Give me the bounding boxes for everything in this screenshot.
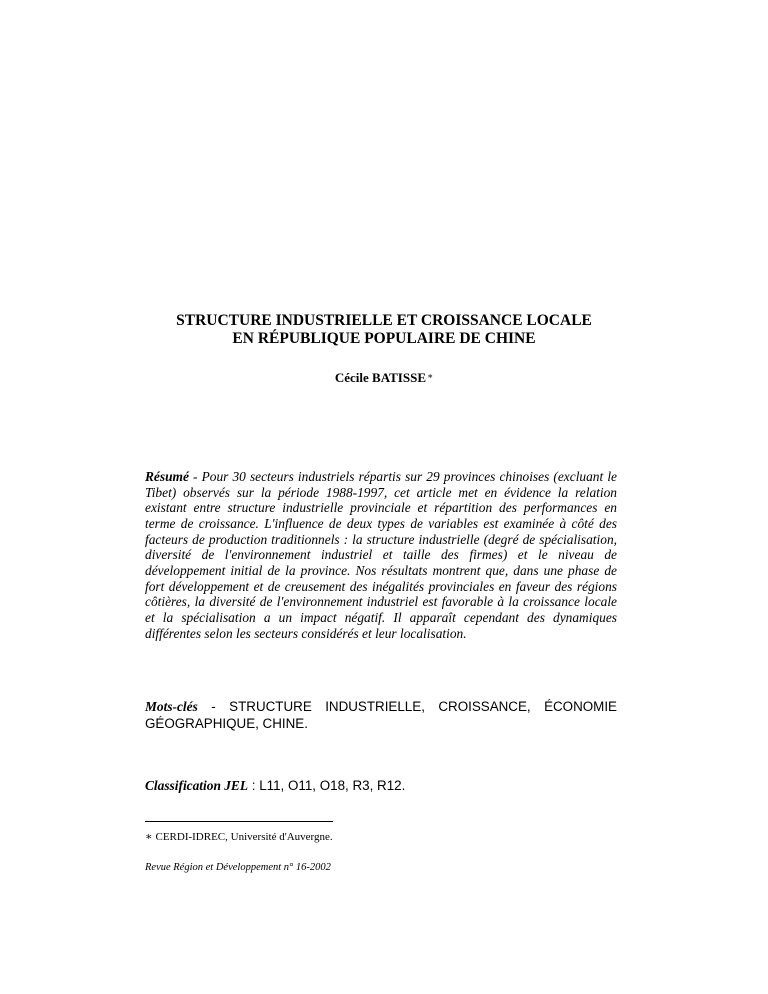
abstract-text: - Pour 30 secteurs industriels répartis sur 29 provinces chinoises (excluant le Tibet) observés sur la période 1988-1997, cet article met en évidence la relation existant entre structure industrielle provinciale et répartition des performances en terme de croissance. L'influence de deux types de variables est examinée à côté des facteurs de production traditionnels : la structure industrielle (degré de spécialisation, diversité de l'environnement industriel et taille des firmes) et le niveau de développement initial de la province. Nos résultats montrent que, dans une phase de fort développement et de creusement des inégalités provinciales en faveur des régions côtières, la diversité de l'environnement industriel est favorable à la croissance locale et la spécialisation a un impact négatif. Il apparaît cependant des dynamiques différentes selon les secteurs considérés et leur localisation. <box>145 469 617 641</box>
keywords-text: - STRUCTURE INDUSTRIELLE, CROISSANCE, ÉCONOMIE GÉOGRAPHIQUE, CHINE. <box>145 699 617 731</box>
author-name: Cécile BATISSE <box>334 370 426 385</box>
paper-title-line-1: STRUCTURE INDUSTRIELLE ET CROISSANCE LOCALE <box>176 312 592 329</box>
footnote-separator <box>145 821 333 822</box>
jel-classification <box>145 777 617 794</box>
keywords-label: Mots-clés <box>145 699 198 714</box>
abstract <box>145 469 617 641</box>
abstract-label: Résumé <box>145 469 189 484</box>
footnote-text: CERDI-IDREC, Université d'Auvergne. <box>155 831 333 843</box>
footnote-marker: ∗ <box>145 831 153 843</box>
jel-label: Classification JEL <box>145 778 249 793</box>
keywords <box>145 698 617 732</box>
footnote <box>145 830 617 844</box>
paper-title <box>120 312 648 348</box>
author-footnote-marker[interactable]: ∗ <box>427 371 434 381</box>
jel-codes: : L11, O11, O18, R3, R12. <box>248 778 406 793</box>
author-line <box>120 370 648 386</box>
running-footer: Revue Région et Développement n° 16-2002 <box>145 862 331 873</box>
paper-title-line-2: EN RÉPUBLIQUE POPULAIRE DE CHINE <box>232 330 536 347</box>
